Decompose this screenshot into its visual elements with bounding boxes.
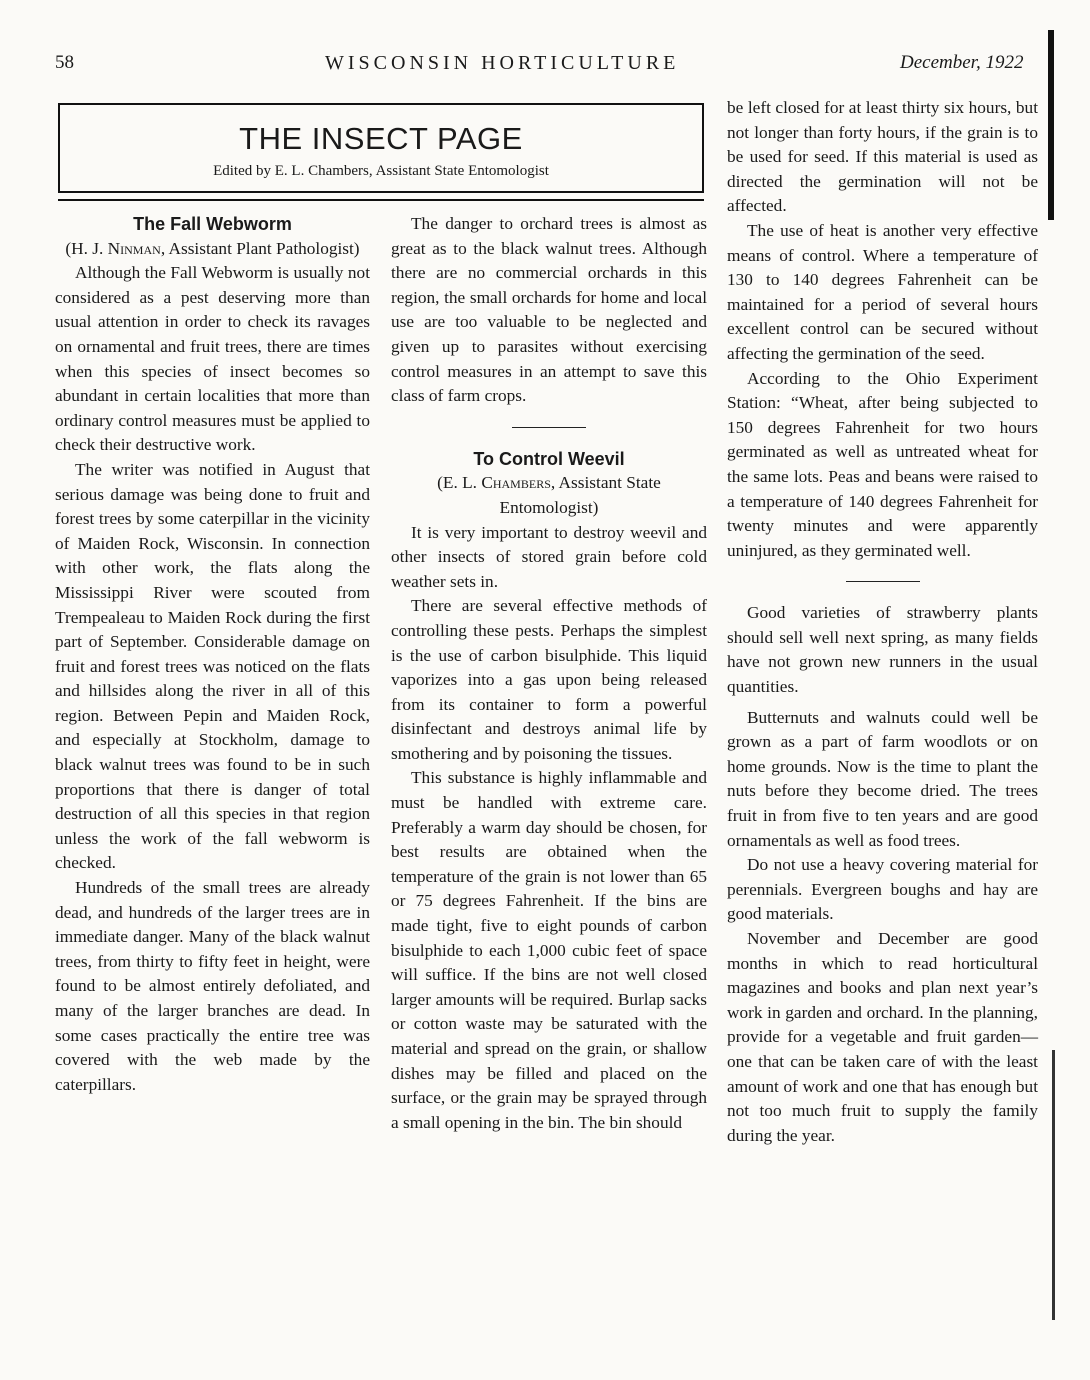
byline-author: Chambers	[481, 473, 551, 493]
masthead-editor: Edited by E. L. Chambers, Assistant State Entomologist	[213, 163, 549, 179]
article-heading-webworm: The Fall Webworm	[133, 214, 292, 234]
paragraph: be left closed for at least thirty six hours, but not longer than forty hours, if the grain is to be used for seed. If this material is used as directed the germination will not be affected.	[727, 98, 1038, 216]
article-byline-weevil	[391, 471, 707, 520]
byline-rest: , Assistant Plant Pathologist)	[160, 238, 360, 258]
article-byline-webworm	[55, 237, 370, 262]
masthead-underline	[58, 199, 704, 201]
byline-author: Ninman	[107, 238, 161, 258]
section-divider	[846, 581, 920, 582]
note-paragraph: Good varieties of strawberry plants should sell well next spring, as many fields have not grown new runners in the usual quantities.	[727, 603, 1038, 697]
article-heading-weevil: To Control Weevil	[473, 448, 625, 469]
note-paragraph: Do not use a heavy covering material for perennials. Evergreen boughs and hay are good materials.	[727, 855, 1038, 924]
paragraph: According to the Ohio Experiment Station: “Wheat, after being subjected to 150 degrees Fahrenheit for two hours germinated as well as untreated wheat for the same lots. Peas and beans were raised to a temperature of 140 degrees Fahrenheit for twenty minutes and were apparently uninjured, as they germinated well.	[727, 368, 1038, 560]
section-divider	[512, 427, 586, 428]
byline-open: (H. J.	[65, 238, 108, 258]
masthead-box	[58, 103, 704, 193]
paragraph: This substance is highly inflammable and must be handled with extreme care. Preferably a warm day should be chosen, for best results are obtained when the temperature of the grain is not lower than 65 or 75 degrees Fahrenheit. If the bins are made tight, five to eight pounds of carbon bisulphide to each 1,000 cubic feet of space will suffice. If the bins are not well closed larger amounts will be required. Burlap sacks or cotton waste may be saturated with the material and spread on the grain, or shallow dishes may be filled and placed on the surface, or the grain may be sprayed through a small opening in the bin. The bin should	[391, 768, 707, 1132]
running-title: WISCONSIN HORTICULTURE	[325, 52, 680, 74]
byline-rest: , Assistant State Entomologist)	[499, 473, 661, 517]
byline-open: (E. L.	[437, 473, 482, 493]
scan-edge-mark-lower	[1052, 1050, 1055, 1320]
paragraph: The danger to orchard trees is almost as great as to the black walnut trees. Although there are no commercial orchards in this region, the small orchards for home and local use are too valuable to be neglected and given up to parasites without exercising control measures in an attempt to save this class of farm crops.	[391, 214, 707, 406]
column-left	[55, 212, 370, 1097]
column-right	[727, 96, 1038, 1148]
note-paragraph: Butternuts and walnuts could well be grown as a part of farm woodlots or on home grounds. Now is the time to plant the nuts before they become dried. The trees fruit in from five to ten years and are good ornamentals as well as food trees.	[727, 707, 1038, 850]
note-paragraph: November and December are good months in which to read horticultural magazines and books and plan next year’s work in garden and orchard. In the planning, provide for a vegetable and fruit garden—one that can be taken care of with the least amount of work and one that has enough but not too much fruit to supply the family during the year.	[727, 929, 1038, 1145]
scan-edge-mark	[1048, 30, 1054, 220]
paragraph: There are several effective methods of controlling these pests. Perhaps the simplest is the use of carbon bisulphide. This liquid vaporizes into a gas upon being released from its container to form a powerful disinfectant and destroys animal life by smothering and by poisoning the tissues.	[391, 596, 707, 763]
paragraph: The writer was notified in August that serious damage was being done to fruit and forest trees by some caterpillar in the vicinity of Maiden Rock, Wisconsin. In connection with other work, the flats along the Mississippi River were scouted from Trempealeau to Maiden Rock during the first part of September. Considerable damage on fruit and forest trees was noticed on the flats and hillsides along the river in all of this region. Between Pepin and Maiden Rock, and especially at Stockholm, damage to black walnut trees was found to be in such proportions that there is danger of total destruction of all this species in that region unless the work of the fall webworm is checked.	[55, 459, 370, 873]
masthead-title: THE INSECT PAGE	[239, 121, 523, 156]
page-number: 58	[55, 52, 74, 73]
issue-date: December, 1922	[900, 52, 1024, 73]
column-middle	[391, 212, 707, 1135]
paragraph: Hundreds of the small trees are already dead, and hundreds of the larger trees are in immediate danger. Many of the black walnut trees, from thirty to fifty feet in height, were found to be almost entirely defoliated, and many of the larger branches are dead. In some cases practically the entire tree was covered with the web made by the caterpillars.	[55, 878, 370, 1094]
paragraph: The use of heat is another very effective means of control. Where a temperature of 130 to 140 degrees Fahrenheit can be maintained for a period of several hours excellent control can be secured without affecting the germination of the seed.	[727, 220, 1038, 363]
paragraph: Although the Fall Webworm is usually not considered as a pest deserving more than usual attention in order to check its ravages on ornamental and fruit trees, there are times when this species of insect becomes so abundant in certain localities that more than ordinary control measures must be applied to check their destructive work.	[55, 263, 370, 455]
paragraph: It is very important to destroy weevil and other insects of stored grain before cold weather sets in.	[391, 522, 707, 591]
